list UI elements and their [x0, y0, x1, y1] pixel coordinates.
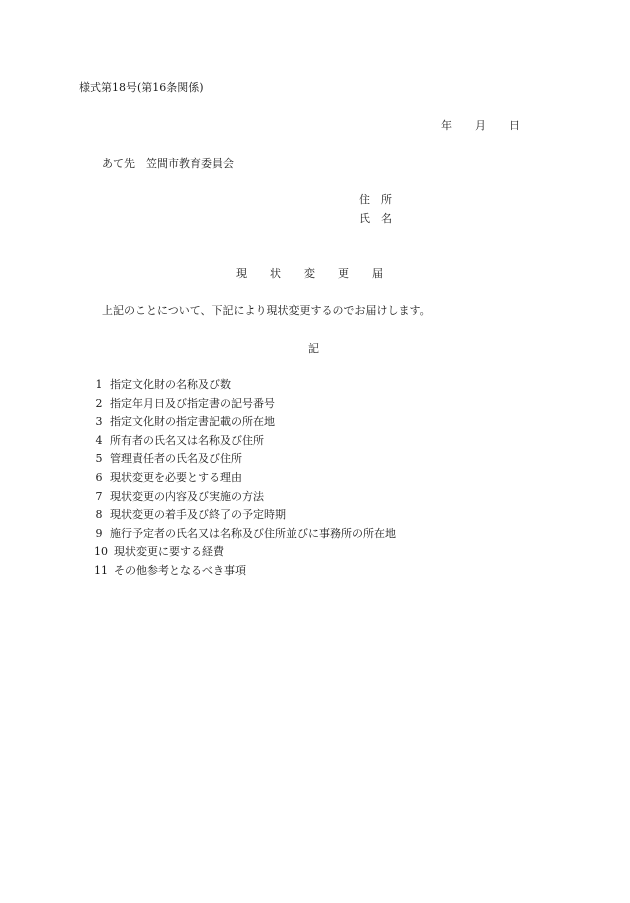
- item-number: 7: [95, 489, 103, 503]
- item-number: 5: [95, 452, 103, 466]
- date-year-label: 年: [441, 119, 452, 132]
- item-number: 2: [95, 396, 103, 410]
- item-number: 11: [94, 563, 108, 577]
- item-text: 現状変更の内容及び実施の方法: [110, 489, 264, 503]
- item-text: 所有者の氏名又は名称及び住所: [110, 433, 264, 447]
- address-label-char: 住: [359, 193, 370, 206]
- address-label-char: 所: [381, 193, 392, 206]
- item-number: 9: [95, 526, 103, 540]
- name-label-char: 氏: [359, 212, 370, 225]
- item-number: 1: [95, 378, 103, 391]
- item-text: 現状変更に要する経費: [114, 545, 224, 559]
- item-number: 10: [94, 545, 108, 559]
- list-item: [88, 491, 396, 510]
- item-text: 指定文化財の指定書記載の所在地: [110, 415, 275, 429]
- address-label: [359, 194, 403, 205]
- form-number: 様式第18号(第16条関係): [79, 81, 204, 94]
- document-title: [236, 268, 383, 279]
- date-line: [441, 120, 520, 131]
- list-item: [88, 509, 396, 528]
- list-item: [88, 398, 396, 417]
- list-item: [88, 565, 396, 584]
- item-text: 現状変更を必要とする理由: [110, 470, 242, 484]
- list-item: [88, 528, 396, 547]
- title-char: 現: [236, 267, 247, 280]
- recipient-name: 笠間市教育委員会: [146, 157, 234, 170]
- ki-marker: 記: [308, 342, 319, 355]
- item-text: 指定年月日及び指定書の記号番号: [110, 396, 275, 410]
- list-item: [88, 379, 396, 398]
- list-item: [88, 435, 396, 454]
- item-text: 施行予定者の氏名又は名称及び住所並びに事務所の所在地: [110, 526, 396, 540]
- title-char: 変: [304, 267, 315, 280]
- item-number: 3: [95, 415, 103, 429]
- item-number: 4: [95, 433, 103, 447]
- item-text: 管理責任者の氏名及び住所: [110, 452, 242, 466]
- recipient-prefix: あて先: [102, 157, 135, 170]
- list-item: [88, 546, 396, 565]
- list-item: [88, 416, 396, 435]
- name-label: [359, 213, 403, 224]
- recipient-line: [102, 158, 234, 169]
- item-text: その他参考となるべき事項: [114, 563, 246, 577]
- title-char: 更: [338, 267, 349, 280]
- date-day-label: 日: [509, 119, 520, 132]
- list-item: [88, 453, 396, 472]
- item-number: 8: [95, 508, 103, 522]
- item-list: [88, 379, 396, 584]
- item-text: 現状変更の着手及び終了の予定時期: [110, 508, 286, 522]
- title-char: 状: [270, 267, 281, 280]
- body-text: 上記のことについて、下記により現状変更するのでお届けします。: [102, 304, 431, 317]
- item-text: 指定文化財の名称及び数: [110, 378, 231, 391]
- name-label-char: 名: [381, 212, 392, 225]
- item-number: 6: [95, 470, 103, 484]
- title-char: 届: [372, 267, 383, 280]
- list-item: [88, 472, 396, 491]
- date-month-label: 月: [475, 119, 486, 132]
